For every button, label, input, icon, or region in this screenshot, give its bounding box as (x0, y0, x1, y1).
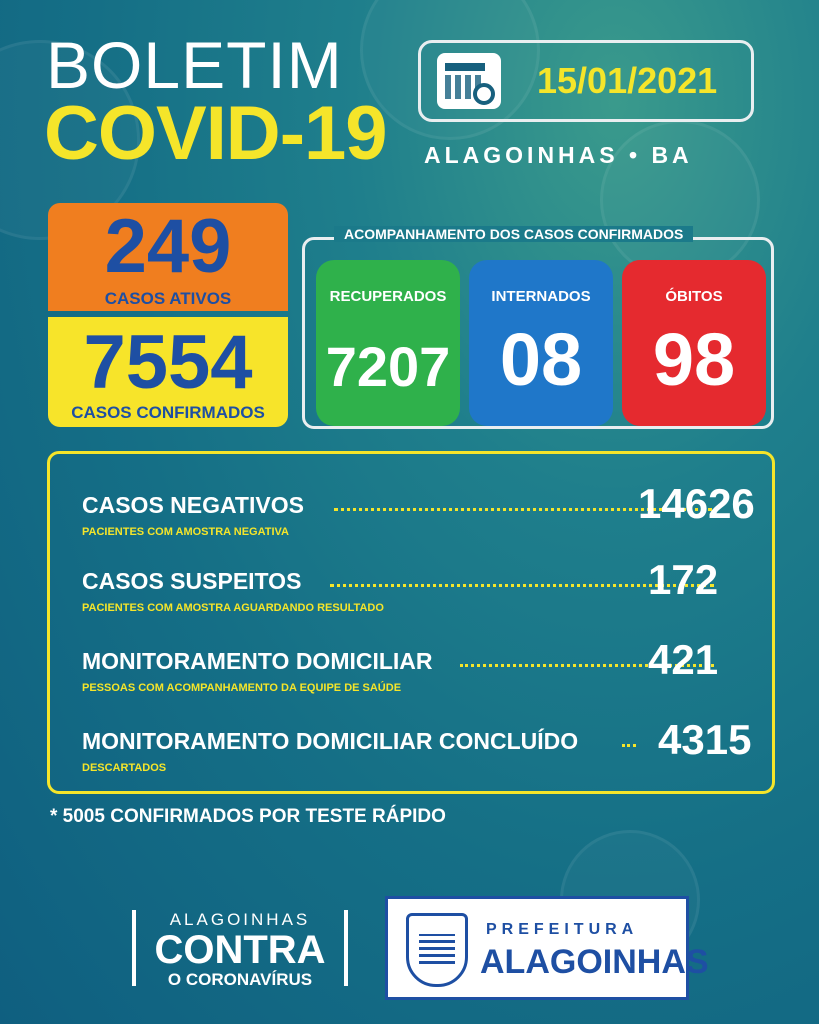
city-crest-icon (406, 913, 468, 987)
stat-value: 421 (648, 636, 719, 683)
date-box (418, 40, 754, 122)
campaign-logo (132, 910, 348, 989)
hospitalized-value: 08 (499, 318, 583, 401)
confirmed-cases-card (48, 317, 288, 427)
prefeitura-logo-line2: ALAGOINHAS (480, 943, 709, 981)
deaths-value: 98 (652, 318, 736, 401)
dotted-leader (622, 744, 636, 747)
stat-name: CASOS SUSPEITOS (82, 568, 302, 594)
recovered-card (316, 260, 460, 426)
stat-name: CASOS NEGATIVOS (82, 492, 304, 518)
campaign-logo-line2: CONTRA (154, 928, 326, 972)
stat-value: 172 (648, 556, 719, 603)
deaths-card (622, 260, 766, 426)
active-cases-label: CASOS ATIVOS (104, 289, 232, 308)
stat-subtitle: DESCARTADOS (82, 762, 167, 774)
tracking-title: ACOMPANHAMENTO DOS CASOS CONFIRMADOS (334, 226, 693, 242)
confirmed-cases-value: 7554 (83, 320, 253, 405)
stat-row-home-monitoring-done (82, 716, 772, 788)
stat-subtitle: PACIENTES COM AMOSTRA AGUARDANDO RESULTADO (82, 602, 384, 614)
stat-row-negative (82, 480, 772, 552)
confirmed-cases-label: CASOS CONFIRMADOS (71, 403, 265, 422)
prefeitura-logo (385, 896, 709, 1000)
title-covid: COVID-19 (44, 91, 387, 176)
stat-subtitle: PESSOAS COM ACOMPANHAMENTO DA EQUIPE DE SAÚDE (82, 682, 402, 694)
prefeitura-logo-line1: PREFEITURA (486, 921, 639, 938)
stat-subtitle: PACIENTES COM AMOSTRA NEGATIVA (82, 526, 289, 538)
location-label: ALAGOINHAS • BA (424, 142, 693, 168)
stat-name: MONITORAMENTO DOMICILIAR (82, 648, 433, 674)
title-boletim: BOLETIM (46, 28, 343, 102)
stat-name: MONITORAMENTO DOMICILIAR CONCLUÍDO (82, 728, 579, 754)
campaign-logo-line1: ALAGOINHAS (169, 910, 311, 929)
footnote: * 5005 CONFIRMADOS POR TESTE RÁPIDO (50, 806, 446, 827)
recovered-label: RECUPERADOS (329, 288, 447, 305)
stat-value: 4315 (658, 716, 752, 763)
active-cases-value: 249 (104, 204, 232, 289)
stat-row-home-monitoring (82, 636, 772, 708)
hospitalized-label: INTERNADOS (491, 288, 591, 305)
deaths-label: ÓBITOS (665, 288, 723, 305)
stat-row-suspect (82, 556, 772, 628)
active-cases-card (48, 203, 288, 311)
hospitalized-card (469, 260, 613, 426)
stat-value: 14626 (638, 480, 755, 527)
campaign-logo-line3: O CORONAVÍRUS (167, 970, 313, 989)
bulletin-date: 15/01/2021 (537, 60, 718, 101)
calendar-icon (437, 53, 501, 109)
recovered-value: 7207 (325, 335, 451, 398)
